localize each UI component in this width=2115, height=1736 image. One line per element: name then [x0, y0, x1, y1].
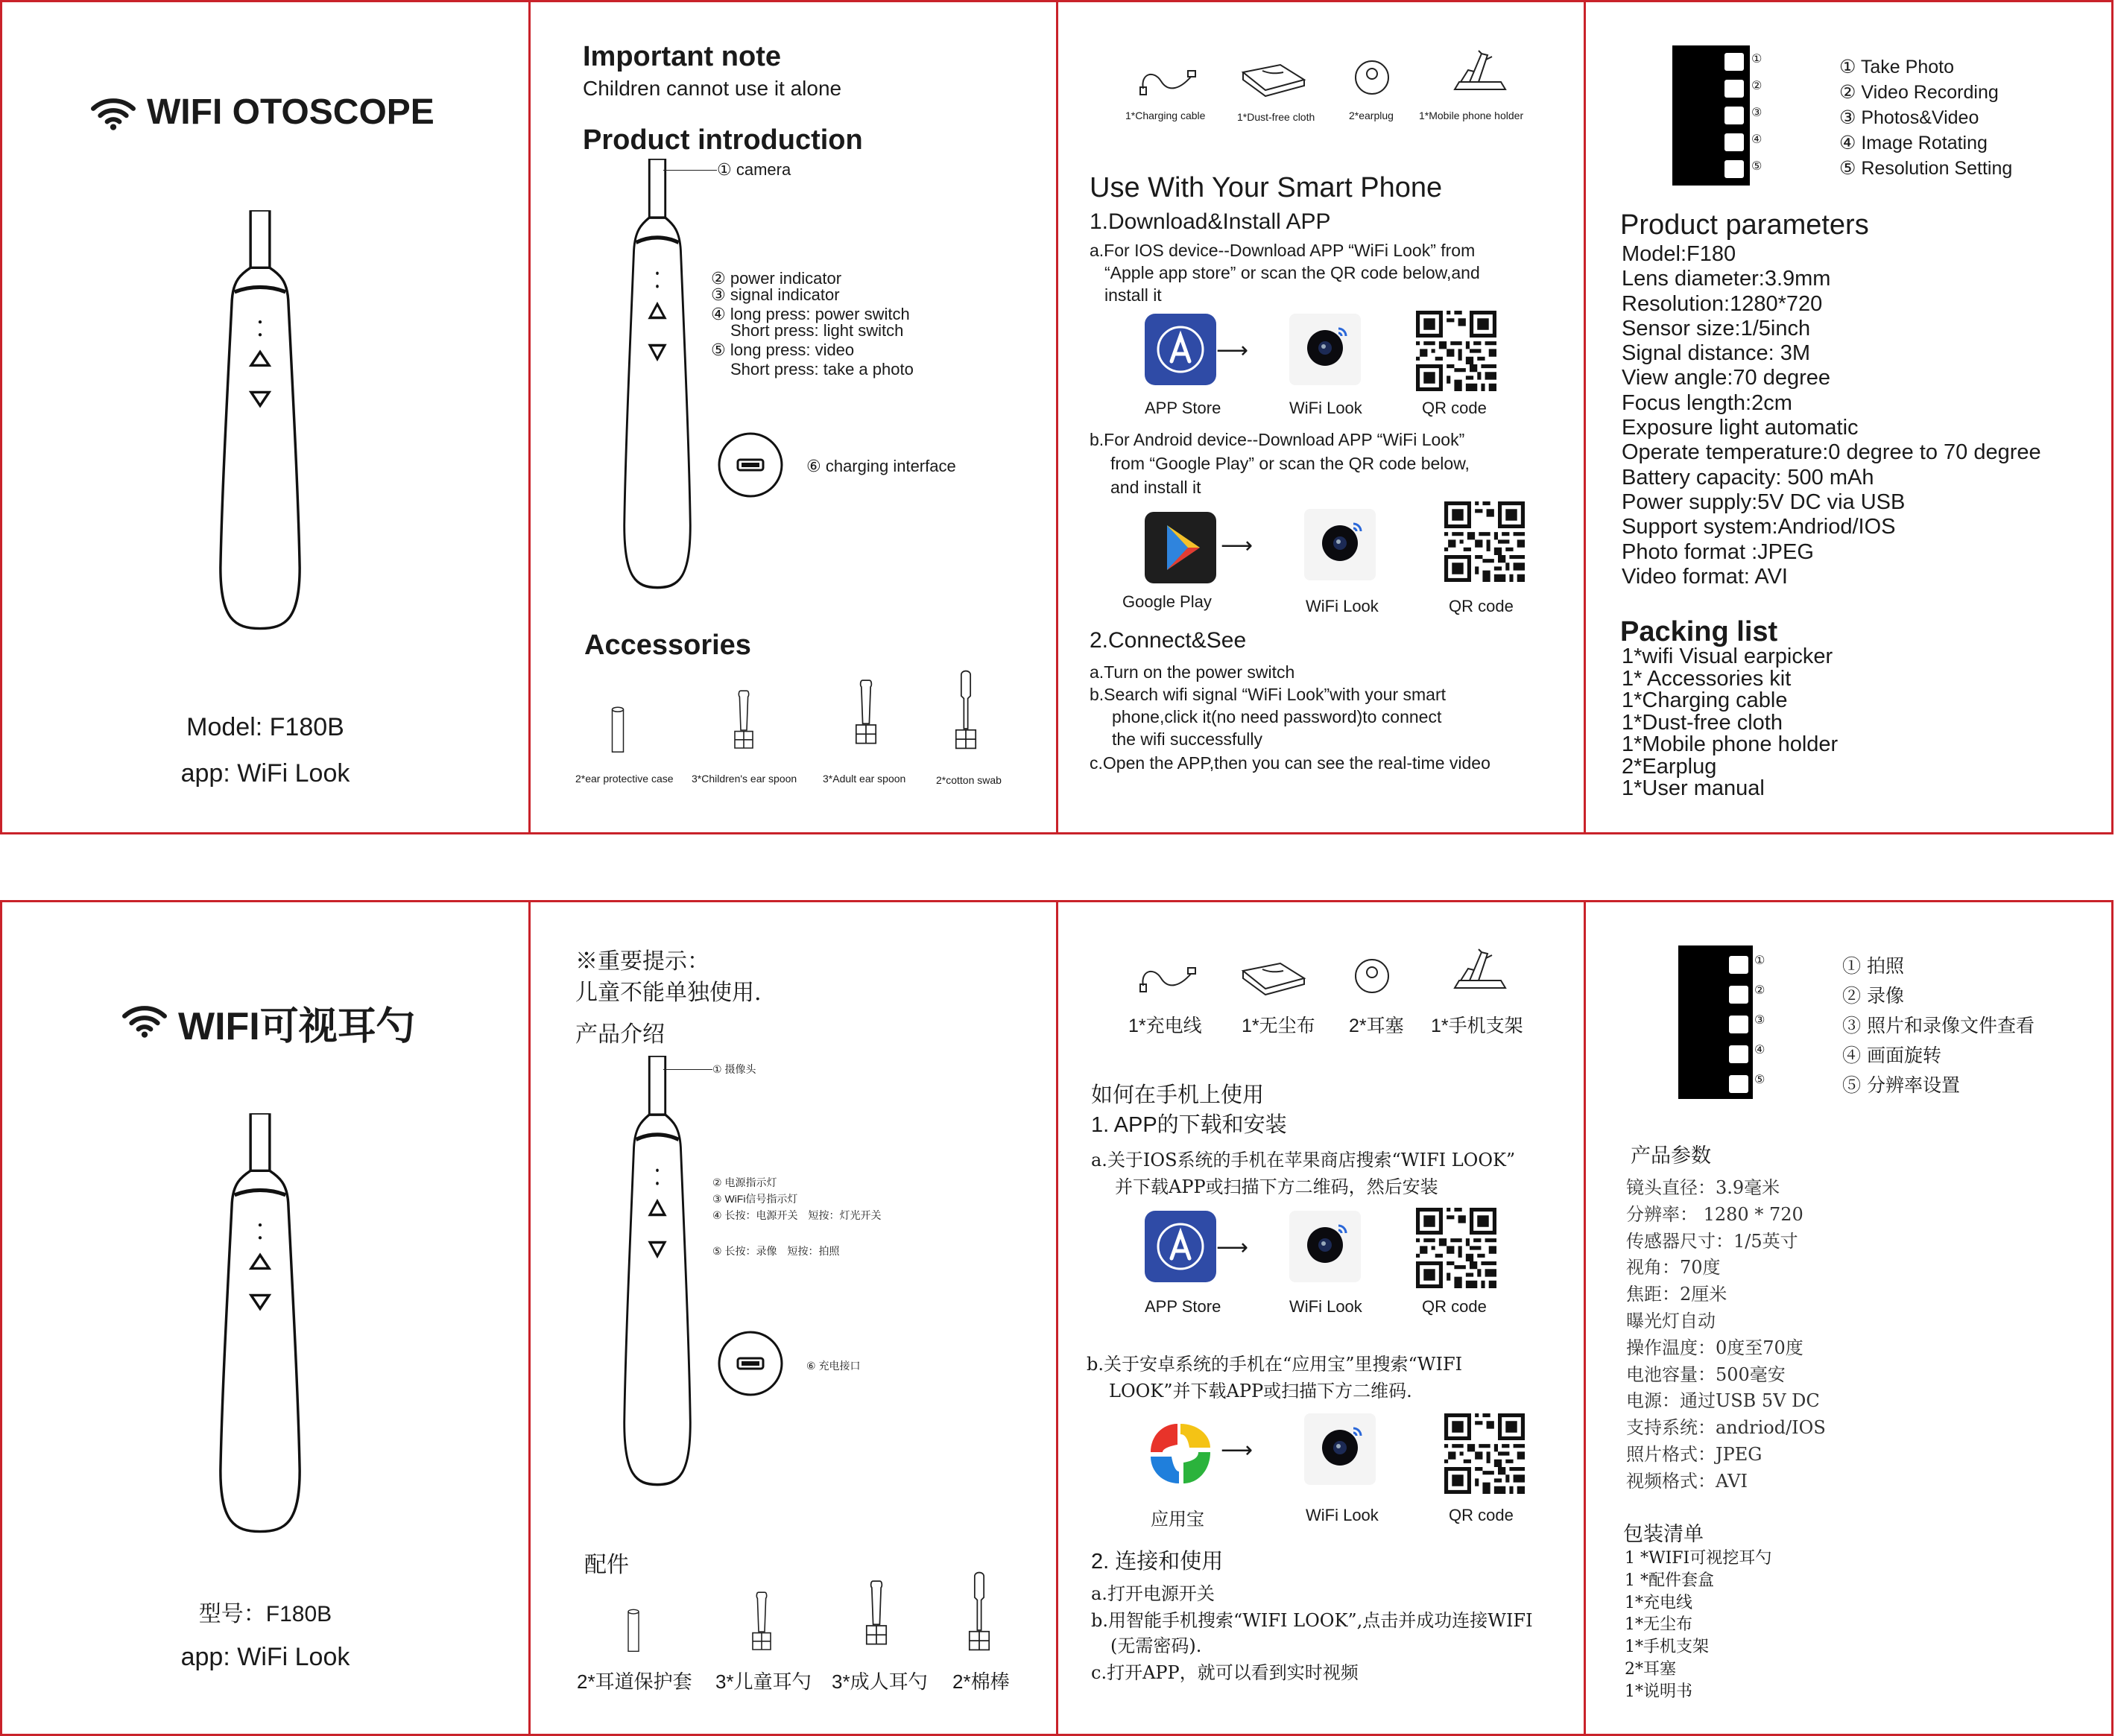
screen-callout: ①	[1751, 53, 1762, 66]
params-title: Product parameters	[1620, 209, 1869, 241]
accessory-label: 2*耳道保护套	[577, 1670, 692, 1693]
wifi-look-app-icon[interactable]	[1304, 1413, 1376, 1485]
gallery-icon	[1724, 107, 1744, 124]
usage-title: 如何在手机上使用	[1091, 1083, 1265, 1107]
param-line: Focus length:2cm	[1622, 390, 1792, 415]
screen-callout: ⑤	[1751, 160, 1762, 173]
packing-title: Packing list	[1620, 616, 1778, 647]
chinese-manual-sheet	[0, 900, 2114, 1736]
app-store-icon[interactable]	[1145, 314, 1216, 385]
cover-panel	[2, 2, 528, 832]
accessory-label: 2*ear protective case	[575, 773, 674, 785]
ios-text: a.For IOS device--Download APP “WiFi Look” from	[1090, 241, 1476, 260]
packing-item: 1*充电线	[1625, 1593, 1692, 1612]
callout-charging: ⑥ charging interface	[806, 457, 956, 475]
yingyongbao-icon[interactable]	[1145, 1418, 1216, 1489]
arrow-icon: ⟶	[1216, 1235, 1249, 1260]
wifi-look-app-icon[interactable]	[1304, 509, 1376, 580]
packing-title: 包装清单	[1623, 1523, 1704, 1546]
wifi-look-app-icon[interactable]	[1289, 1211, 1361, 1282]
screen-callout: ④	[1751, 133, 1762, 146]
param-line: Photo format :JPEG	[1622, 539, 1814, 564]
brand-title-text: WIFI可视耳勺	[178, 1005, 415, 1048]
param-line: 镜头直径：3.9毫米	[1626, 1177, 1780, 1198]
param-line: 电池容量：500毫安	[1626, 1363, 1786, 1385]
callout-power-switch: ④ long press: power switch	[711, 305, 910, 323]
callout-signal-indicator: ③ signal indicator	[711, 285, 840, 304]
params-title: 产品参数	[1631, 1144, 1711, 1168]
params-panel	[1586, 2, 2114, 832]
packing-item: 1*Dust-free cloth	[1622, 710, 1783, 735]
callout-camera: ① camera	[717, 160, 791, 179]
otoscope-diagram	[620, 159, 695, 591]
step1-title: 1. APP的下载和安装	[1091, 1113, 1287, 1137]
cotton-swab-icon	[949, 664, 982, 761]
app-store-icon[interactable]	[1145, 1211, 1216, 1282]
otoscope-illustration	[215, 1078, 305, 1570]
accessory-label: 3*Adult ear spoon	[823, 773, 906, 785]
packing-item: 1*wifi Visual earpicker	[1622, 644, 1833, 668]
ios-text: install it	[1104, 285, 1162, 305]
packing-item: 2*Earplug	[1622, 754, 1717, 779]
box-item-label: 1*Charging cable	[1125, 110, 1206, 121]
legend-item: ④ 画面旋转	[1842, 1045, 1941, 1066]
callout-signal-indicator: ③ WiFi信号指示灯	[712, 1193, 798, 1205]
settings-icon	[1729, 1075, 1748, 1093]
ios-text: “Apple app store” or scan the QR code below,and	[1104, 263, 1480, 282]
ear-case-icon	[623, 1604, 644, 1658]
legend-item: ⑤ 分辨率设置	[1842, 1074, 1960, 1096]
note-title: Important note	[583, 41, 781, 72]
legend-item: ② Video Recording	[1839, 82, 1999, 103]
arrow-icon: ⟶	[1221, 1438, 1253, 1463]
app-label: app: WiFi Look	[180, 759, 350, 788]
callout-power-indicator: ② 电源指示灯	[712, 1176, 777, 1188]
packing-item: 1 *WIFI可视挖耳勺	[1625, 1549, 1772, 1568]
box-item-label: 2*earplug	[1349, 110, 1394, 121]
accessories-title: 配件	[584, 1553, 629, 1577]
packing-item: 1*Charging cable	[1622, 688, 1788, 712]
note-text: Children cannot use it alone	[583, 77, 842, 100]
child-spoon-icon	[747, 1586, 777, 1659]
packing-item: 1*无尘布	[1625, 1615, 1692, 1635]
box-item-label: 2*耳塞	[1349, 1016, 1404, 1036]
packing-item: 1*Mobile phone holder	[1622, 732, 1839, 756]
param-line: 曝光灯自动	[1626, 1310, 1716, 1331]
param-line: 支持系统：andriod/IOS	[1626, 1417, 1826, 1439]
adult-spoon-icon	[850, 668, 882, 759]
app-label: app: WiFi Look	[180, 1643, 350, 1671]
box-item-label: 1*Dust-free cloth	[1237, 111, 1315, 123]
param-line: Power supply:5V DC via USB	[1622, 490, 1906, 514]
intro-panel	[531, 2, 1056, 832]
wifi-look-app-icon[interactable]	[1289, 314, 1361, 385]
icon-label: APP Store	[1145, 399, 1221, 417]
icon-label: WiFi Look	[1306, 1506, 1379, 1524]
accessory-label: 2*棉棒	[952, 1670, 1010, 1693]
english-manual-sheet	[0, 0, 2114, 834]
screen-callout: ①	[1754, 954, 1765, 967]
legend-item: ② 录像	[1842, 985, 1904, 1007]
connect-text: c.Open the APP,then you can see the real-time video	[1090, 753, 1490, 773]
connect-text: phone,click it(no need password)to connect	[1112, 707, 1442, 726]
legend-item: ⑤ Resolution Setting	[1839, 158, 2013, 179]
icon-label: QR code	[1422, 1297, 1487, 1316]
camera-icon	[1729, 956, 1748, 974]
child-spoon-icon	[729, 685, 759, 758]
usage-panel	[1058, 902, 1584, 1734]
icon-label: Google Play	[1122, 592, 1212, 611]
note-text: 儿童不能单独使用.	[575, 980, 762, 1006]
accessory-label: 2*cotton swab	[936, 774, 1002, 786]
usage-title: Use With Your Smart Phone	[1090, 172, 1443, 203]
param-line: Video format: AVI	[1622, 564, 1788, 589]
icon-label: QR code	[1422, 399, 1487, 417]
param-line: 照片格式：JPEG	[1626, 1443, 1762, 1465]
param-line: 视角：70度	[1626, 1257, 1721, 1279]
connect-text: b.用智能手机搜索“WIFI LOOK”,点击并成功连接WIFI	[1091, 1610, 1533, 1631]
connect-text: a.打开电源开关	[1091, 1583, 1215, 1604]
packing-item: 1*User manual	[1622, 776, 1765, 800]
param-line: 分辨率： 1280 * 720	[1626, 1203, 1803, 1225]
google-play-icon[interactable]	[1145, 512, 1216, 583]
legend-item: ① 拍照	[1842, 955, 1904, 977]
param-line: 电源：通过USB 5V DC	[1626, 1390, 1820, 1412]
param-line: Exposure light automatic	[1622, 416, 1859, 440]
charging-cable-icon	[1139, 963, 1198, 993]
step2-title: 2. 连接和使用	[1091, 1550, 1224, 1574]
packing-item: 1*说明书	[1625, 1682, 1692, 1701]
accessory-label: 3*儿童耳勺	[715, 1670, 812, 1693]
icon-label: WiFi Look	[1306, 597, 1379, 615]
param-line: 视频格式：AVI	[1626, 1470, 1748, 1492]
cotton-swab-icon	[963, 1565, 996, 1662]
android-text: and install it	[1110, 478, 1201, 497]
connect-text: the wifi successfully	[1112, 729, 1262, 749]
note-title: ※重要提示：	[575, 948, 709, 975]
callout-video-photo: ⑤ 长按：录像 短按：拍照	[712, 1245, 840, 1257]
icon-label: WiFi Look	[1289, 1297, 1362, 1316]
packing-list	[1625, 1547, 1771, 1703]
android-text: b.关于安卓系统的手机在“应用宝”里搜索“WIFI	[1087, 1354, 1463, 1375]
legend-item: ③ Photos&Video	[1839, 107, 1979, 128]
icon-label: QR code	[1449, 597, 1514, 615]
earplug-icon	[1353, 59, 1391, 96]
dust-cloth-icon	[1240, 959, 1307, 996]
param-line: Lens diameter:3.9mm	[1622, 267, 1831, 291]
packing-item: 2*耳塞	[1625, 1659, 1676, 1679]
ear-case-icon	[607, 704, 629, 756]
gallery-icon	[1729, 1016, 1748, 1033]
usage-panel	[1058, 2, 1584, 832]
ios-text: 并下载APP或扫描下方二维码，然后安装	[1115, 1176, 1438, 1197]
intro-title: 产品介绍	[575, 1021, 665, 1048]
app-screen-mock	[1678, 945, 1753, 1099]
callout-photo: Short press: take a photo	[730, 360, 914, 378]
param-line: View angle:70 degree	[1622, 366, 1831, 390]
video-icon	[1729, 986, 1748, 1004]
app-screen-mock	[1672, 45, 1750, 186]
packing-item: 1* Accessories kit	[1622, 666, 1792, 691]
qr-code	[1444, 501, 1525, 582]
legend-item: ④ Image Rotating	[1839, 133, 1988, 153]
param-line: Resolution:1280*720	[1622, 291, 1823, 316]
charging-port-icon	[717, 431, 784, 498]
connect-text: b.Search wifi signal “WiFi Look”with your smart	[1090, 685, 1447, 704]
params-list	[1626, 1175, 1826, 1495]
packing-list	[1622, 646, 1838, 800]
params-list	[1622, 242, 2041, 589]
box-item-label: 1*无尘布	[1242, 1016, 1315, 1036]
param-line: Sensor size:1/5inch	[1622, 316, 1811, 340]
screen-callout: ⑤	[1754, 1074, 1765, 1086]
screen-callout: ③	[1751, 107, 1762, 119]
cover-panel	[2, 902, 528, 1734]
accessories-title: Accessories	[584, 630, 751, 661]
callout-camera: ① 摄像头	[712, 1063, 756, 1075]
qr-code	[1444, 1413, 1525, 1494]
model-label: Model: F180B	[186, 713, 344, 741]
screen-callout: ②	[1754, 984, 1765, 997]
connect-text: a.Turn on the power switch	[1090, 662, 1295, 682]
accessory-label: 3*成人耳勺	[832, 1670, 928, 1693]
param-line: Signal distance: 3M	[1622, 341, 1811, 366]
icon-label: WiFi Look	[1289, 399, 1362, 417]
param-line: 操作温度：0度至70度	[1626, 1337, 1803, 1358]
step1-title: 1.Download&Install APP	[1090, 209, 1331, 234]
video-icon	[1724, 80, 1744, 98]
charging-cable-icon	[1139, 66, 1198, 96]
phone-holder-icon	[1449, 47, 1508, 96]
legend-item: ① Take Photo	[1839, 57, 1954, 77]
model-label: 型号：F180B	[198, 1602, 332, 1626]
wifi-icon	[121, 1004, 168, 1038]
screen-callout: ②	[1751, 80, 1762, 92]
adult-spoon-icon	[860, 1570, 893, 1659]
step2-title: 2.Connect&See	[1090, 628, 1247, 653]
packing-item: 1 *配件套盒	[1625, 1571, 1714, 1590]
callout-video: ⑤ long press: video	[711, 340, 855, 359]
android-text: b.For Android device--Download APP “WiFi Look”	[1090, 430, 1465, 449]
box-item-label: 1*充电线	[1128, 1016, 1202, 1036]
screen-callout: ④	[1754, 1044, 1765, 1057]
legend-item: ③ 照片和录像文件查看	[1842, 1015, 2035, 1036]
otoscope-illustration	[215, 175, 305, 667]
box-item-label: 1*Mobile phone holder	[1419, 110, 1524, 121]
ios-text: a.关于IOS系统的手机在苹果商店搜索“WIFI LOOK”	[1091, 1150, 1516, 1170]
params-panel	[1586, 902, 2114, 1734]
brand-title	[178, 995, 415, 1051]
dust-cloth-icon	[1240, 60, 1307, 98]
icon-label: 应用宝	[1151, 1510, 1204, 1530]
intro-panel	[531, 902, 1056, 1734]
phone-holder-icon	[1449, 945, 1508, 995]
wifi-icon	[90, 96, 136, 130]
otoscope-diagram	[620, 1056, 695, 1488]
android-text: from “Google Play” or scan the QR code below,	[1110, 454, 1470, 473]
param-line: Model:F180	[1622, 242, 1736, 266]
param-line: 焦距：2厘米	[1626, 1284, 1727, 1305]
accessory-label: 3*Children's ear spoon	[692, 773, 797, 785]
intro-title: Product introduction	[583, 124, 863, 156]
settings-icon	[1724, 160, 1744, 178]
charging-port-icon	[717, 1330, 784, 1397]
arrow-icon: ⟶	[1216, 338, 1249, 363]
qr-code	[1416, 1208, 1496, 1288]
connect-text: c.打开APP，就可以看到实时视频	[1091, 1662, 1359, 1683]
callout-switch: ④ 长按：电源开关 短按：灯光开关	[712, 1209, 882, 1221]
earplug-icon	[1353, 957, 1391, 995]
rotate-icon	[1729, 1045, 1748, 1063]
screen-callout: ③	[1754, 1014, 1765, 1027]
param-line: Battery capacity: 500 mAh	[1622, 465, 1874, 490]
callout-charging: ⑥ 充电接口	[806, 1360, 861, 1372]
brand-title: WIFI OTOSCOPE	[147, 92, 434, 132]
arrow-icon: ⟶	[1221, 533, 1253, 558]
icon-label: QR code	[1449, 1506, 1514, 1524]
box-item-label: 1*手机支架	[1431, 1016, 1523, 1036]
rotate-icon	[1724, 133, 1744, 151]
icon-label: APP Store	[1145, 1297, 1221, 1316]
qr-code	[1416, 311, 1496, 391]
param-line: Support system:Andriod/IOS	[1622, 515, 1896, 539]
packing-item: 1*手机支架	[1625, 1638, 1709, 1657]
camera-icon	[1724, 53, 1744, 71]
callout-power-indicator: ② power indicator	[711, 269, 842, 288]
param-line: 传感器尺寸：1/5英寸	[1626, 1230, 1798, 1252]
param-line: Operate temperature:0 degree to 70 degree	[1622, 440, 2041, 465]
android-text: LOOK”并下载APP或扫描下方二维码.	[1109, 1381, 1412, 1401]
connect-text: (无需密码).	[1110, 1635, 1202, 1656]
callout-light-switch: Short press: light switch	[730, 321, 904, 340]
